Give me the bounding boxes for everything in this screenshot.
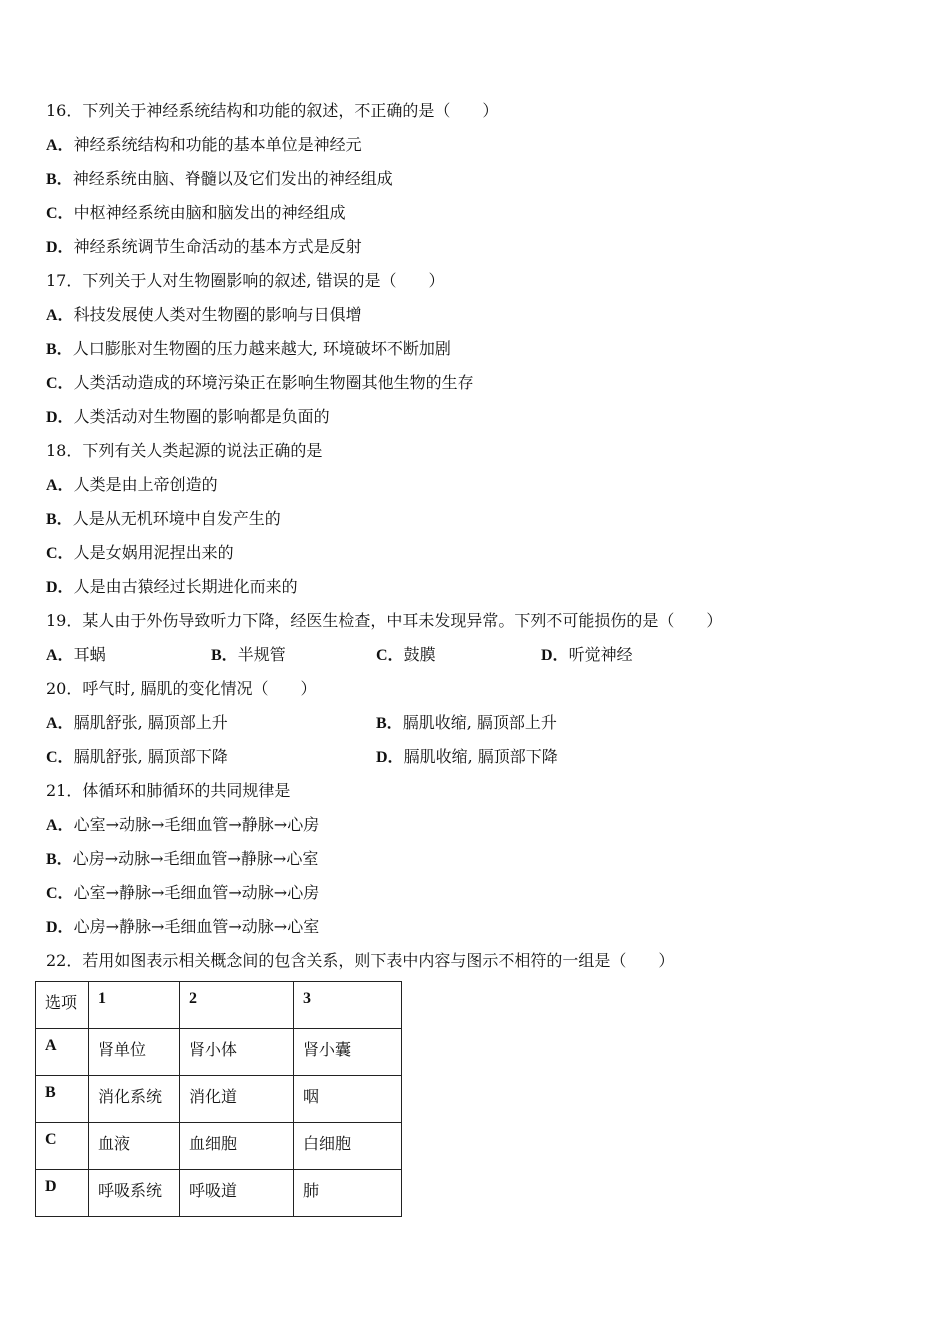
- q20-option-b: B．膈肌收缩, 膈顶部上升: [376, 713, 557, 732]
- question-20-stem: 20．呼气时, 膈肌的变化情况（ ）: [46, 679, 317, 698]
- q18-option-a: A．人类是由上帝创造的: [46, 475, 218, 494]
- q20-option-c: C．膈肌舒张, 膈顶部下降: [46, 747, 228, 766]
- table-row: [36, 1123, 402, 1170]
- q20-option-d: D．膈肌收缩, 膈顶部下降: [376, 747, 558, 766]
- q18-option-c: C．人是女娲用泥捏出来的: [46, 543, 234, 562]
- q21-option-c: C．心室→静脉→毛细血管→动脉→心房: [46, 883, 320, 902]
- table-cell: C: [36, 1123, 89, 1170]
- q17-option-a: A．科技发展使人类对生物圈的影响与日俱增: [46, 305, 362, 324]
- table-row: [36, 1170, 402, 1217]
- table-cell: 肺: [294, 1170, 402, 1217]
- table-cell: A: [36, 1029, 89, 1076]
- table-cell: 肾小囊: [294, 1029, 402, 1076]
- table-cell: 肾小体: [180, 1029, 294, 1076]
- table-cell: 血液: [89, 1123, 180, 1170]
- table-cell: 消化道: [180, 1076, 294, 1123]
- q17-option-b: B．人口膨胀对生物圈的压力越来越大, 环境破坏不断加剧: [46, 339, 451, 358]
- table-cell: 血细胞: [180, 1123, 294, 1170]
- q21-option-d: D．心房→静脉→毛细血管→动脉→心室: [46, 917, 320, 936]
- table-cell: 呼吸系统: [89, 1170, 180, 1217]
- q21-option-a: A．心室→动脉→毛细血管→静脉→心房: [46, 815, 320, 834]
- table-header-cell: 1: [89, 982, 180, 1029]
- table-cell: D: [36, 1170, 89, 1217]
- table-header-cell: 3: [294, 982, 402, 1029]
- question-16-stem: 16．下列关于神经系统结构和功能的叙述，不正确的是（ ）: [46, 101, 499, 120]
- question-19-stem: 19．某人由于外伤导致听力下降，经医生检查，中耳未发现异常。下列不可能损伤的是（ ）: [46, 611, 723, 630]
- question-18-stem: 18．下列有关人类起源的说法正确的是: [46, 441, 323, 460]
- table-header-cell: 选项: [36, 982, 89, 1029]
- q17-option-d: D．人类活动对生物圈的影响都是负面的: [46, 407, 330, 426]
- table-cell: 咽: [294, 1076, 402, 1123]
- table-header-row: [36, 982, 402, 1029]
- q18-option-d: D．人是由古猿经过长期进化而来的: [46, 577, 298, 596]
- table-cell: 呼吸道: [180, 1170, 294, 1217]
- q20-option-a: A．膈肌舒张, 膈顶部上升: [46, 713, 228, 732]
- table-cell: 肾单位: [89, 1029, 180, 1076]
- q16-option-c: C．中枢神经系统由脑和脑发出的神经组成: [46, 203, 346, 222]
- q21-option-b: B．心房→动脉→毛细血管→静脉→心室: [46, 849, 319, 868]
- question-17-stem: 17．下列关于人对生物圈影响的叙述, 错误的是（ ）: [46, 271, 445, 290]
- q19-option-c: C．鼓膜: [376, 645, 436, 664]
- table-row: [36, 1029, 402, 1076]
- concept-table: [35, 981, 402, 1217]
- q19-option-b: B．半规管: [211, 645, 286, 664]
- question-22-stem: 22．若用如图表示相关概念间的包含关系，则下表中内容与图示不相符的一组是（ ）: [46, 951, 675, 970]
- q17-option-c: C．人类活动造成的环境污染正在影响生物圈其他生物的生存: [46, 373, 474, 392]
- q19-option-a: A．耳蜗: [46, 645, 106, 664]
- table-row: [36, 1076, 402, 1123]
- table-cell: B: [36, 1076, 89, 1123]
- q18-option-b: B．人是从无机环境中自发产生的: [46, 509, 281, 528]
- q16-option-d: D．神经系统调节生命活动的基本方式是反射: [46, 237, 362, 256]
- q16-option-b: B．神经系统由脑、脊髓以及它们发出的神经组成: [46, 169, 393, 188]
- q19-option-d: D．听觉神经: [541, 645, 633, 664]
- table-cell: 消化系统: [89, 1076, 180, 1123]
- q16-option-a: A．神经系统结构和功能的基本单位是神经元: [46, 135, 362, 154]
- table-header-cell: 2: [180, 982, 294, 1029]
- question-21-stem: 21．体循环和肺循环的共同规律是: [46, 781, 291, 800]
- table-cell: 白细胞: [294, 1123, 402, 1170]
